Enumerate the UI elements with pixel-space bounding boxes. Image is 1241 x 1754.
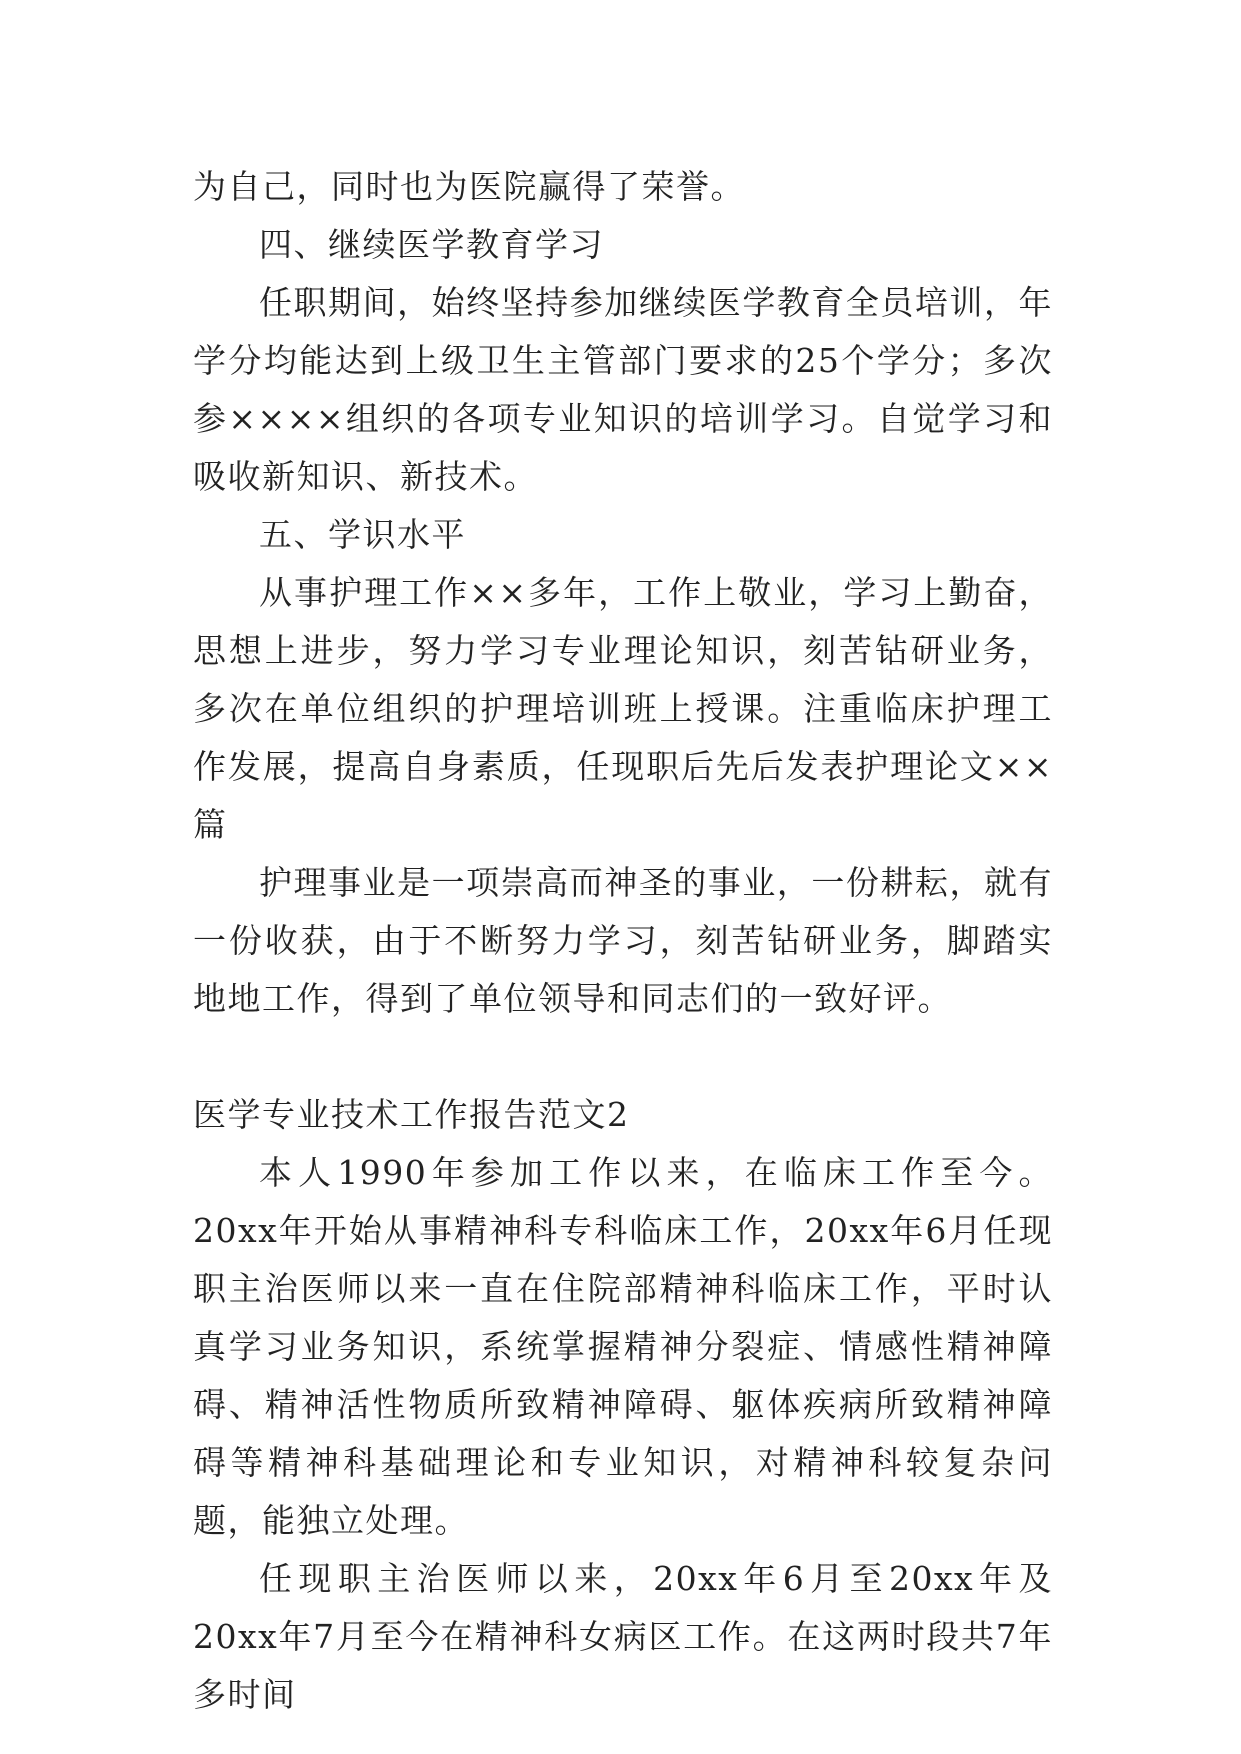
paragraph-continuation: 为自己，同时也为医院赢得了荣誉。: [193, 167, 745, 206]
paragraph-academic-level: 从事护理工作××多年，工作上敬业，学习上勤奋，思想上进步，努力学习专业理论知识，刻苦钻研业务，多次在单位组织的护理培训班上授课。注重临床护理工作发展，提高自身素质，任现职后先后发表护理论文××篇: [193, 573, 1053, 844]
document-body: [193, 158, 1053, 1724]
paragraph-summary: 护理事业是一项崇高而神圣的事业，一份耕耘，就有一份收获，由于不断努力学习，刻苦钻研业务，脚踏实地地工作，得到了单位领导和同志们的一致好评。: [193, 863, 1053, 1018]
paragraph-work-history: 本人1990年参加工作以来，在临床工作至今。20xx年开始从事精神科专科临床工作，20xx年6月任现职主治医师以来一直在住院部精神科临床工作，平时认真学习业务知识，系统掌握精神分裂症、情感性精神障碍、精神活性物质所致精神障碍、躯体疾病所致精神障碍等精神科基础理论和专业知识，对精神科较复杂问题，能独立处理。: [193, 1153, 1053, 1540]
paragraph-current-position: 任现职主治医师以来，20xx年6月至20xx年及20xx年7月至今在精神科女病区工作。在这两时段共7年多时间: [193, 1559, 1053, 1714]
section-heading-5: 五、学识水平: [259, 515, 466, 554]
paragraph-continuing-education: 任职期间，始终坚持参加继续医学教育全员培训，年学分均能达到上级卫生主管部门要求的25个学分；多次参××××组织的各项专业知识的培训学习。自觉学习和吸收新知识、新技术。: [193, 283, 1053, 496]
section-heading-4: 四、继续医学教育学习: [259, 225, 604, 264]
document-title-2: 医学专业技术工作报告范文2: [193, 1095, 630, 1134]
